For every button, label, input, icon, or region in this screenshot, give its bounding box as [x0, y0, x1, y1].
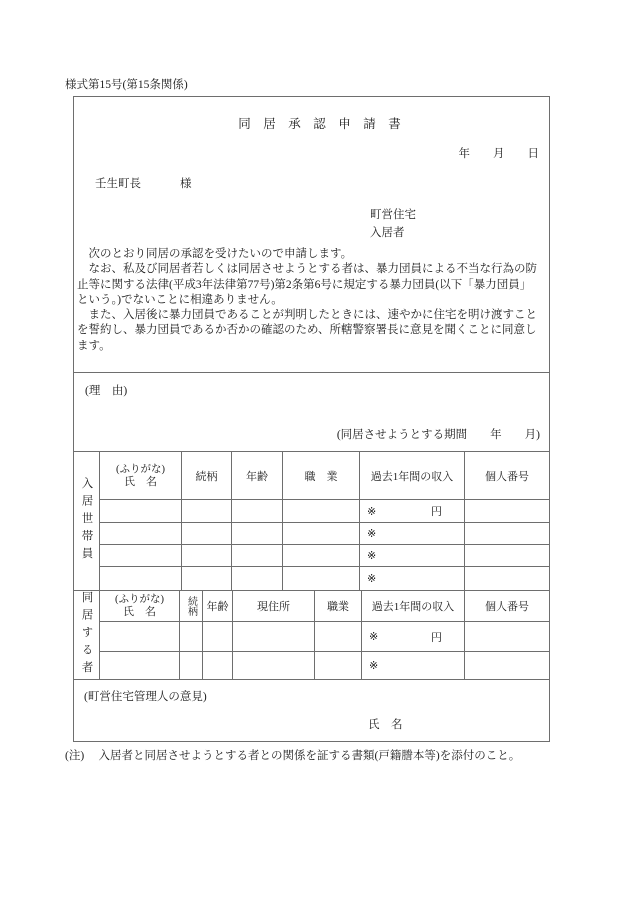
relation-cell [180, 652, 203, 679]
occupation-cell [315, 622, 362, 652]
name-cell [100, 523, 182, 545]
date-line: 年 月 日 [458, 148, 539, 160]
age-cell [232, 500, 283, 523]
income-unit: 円 [431, 506, 442, 518]
relation-cell [182, 523, 232, 545]
relation-header: 続柄 [182, 452, 232, 500]
name-cell [100, 622, 180, 652]
age-cell [203, 652, 233, 679]
body-line: ます。 [77, 339, 111, 352]
income-cell [360, 545, 465, 567]
personal-number-header: 個人番号 [465, 591, 549, 622]
household-members-table [74, 451, 549, 590]
address-cell [233, 652, 315, 679]
age-header: 年齢 [232, 452, 283, 500]
cohabitant-side-label: 同居する者 [74, 591, 100, 679]
income-cell [362, 622, 465, 652]
body-line: 止等に関する法律(平成3年法律第77号)第2条第6号に規定する暴力団員(以下「暴力団員」 [77, 278, 532, 291]
relation-header: 続柄 [180, 591, 203, 622]
income-unit: 円 [431, 631, 442, 644]
age-cell [203, 622, 233, 652]
body-line: 次のとおり同居の承認を受けたいので申請します。 [77, 248, 353, 260]
reason-label: (理 由) [85, 385, 128, 397]
cohabitation-period-label: (同居させようとする期間 年 月) [336, 429, 540, 441]
income-mark: ※ [369, 631, 379, 643]
furigana-name-header: (ふりがな) 氏 名 [100, 591, 180, 622]
address-header: 現住所 [233, 591, 315, 622]
furigana-name-header: (ふりがな) 氏 名 [100, 452, 182, 500]
occupation-header: 職業 [315, 591, 362, 622]
income-mark: ※ [367, 550, 377, 562]
personal-number-cell [465, 500, 549, 523]
age-cell [232, 523, 283, 545]
occupation-cell [283, 567, 360, 590]
relation-cell [182, 500, 232, 523]
relation-cell [182, 545, 232, 567]
manager-opinion-label: (町営住宅管理人の意見) [84, 691, 207, 703]
occupation-cell [283, 545, 360, 567]
name-cell [100, 545, 182, 567]
body-line: を誓約し、暴力団員であるか否かの確認のため、所轄警察署長に意見を聞くことに同意し [77, 324, 537, 337]
application-body [77, 247, 547, 354]
income-cell [360, 567, 465, 590]
household-side-label: 入居世帯員 [74, 452, 100, 590]
applicant-resident-label: 入居者 [370, 227, 405, 239]
income-mark: ※ [367, 528, 377, 540]
income-cell [360, 500, 465, 523]
body-line: また、入居後に暴力団員であることが判明したときには、速やかに住宅を明け渡すこと [77, 309, 537, 322]
form-title: 同 居 承 認 申 請 書 [238, 117, 401, 131]
name-cell [100, 500, 182, 523]
personal-number-cell [465, 523, 549, 545]
relation-cell [182, 567, 232, 590]
body-line: という。)でないことに相違ありません。 [77, 293, 283, 306]
reason-section [74, 372, 549, 451]
income-cell [362, 652, 465, 679]
income-mark: ※ [367, 505, 377, 518]
manager-name-label: 氏 名 [368, 719, 403, 731]
personal-number-cell [465, 622, 549, 652]
income-mark: ※ [367, 573, 377, 585]
addressee-honorific: 様 [180, 178, 192, 190]
application-form-box [73, 96, 550, 742]
occupation-cell [283, 523, 360, 545]
addressee-line [95, 175, 192, 191]
occupation-cell [315, 652, 362, 679]
income-header: 過去1年間の収入 [360, 452, 465, 500]
form-number-label: 様式第15号(第15条関係) [65, 79, 188, 91]
personal-number-cell [465, 652, 549, 679]
income-cell [360, 523, 465, 545]
addressee-name: 壬生町長 [95, 178, 141, 190]
personal-number-cell [465, 567, 549, 590]
attachment-note: (注) 入居者と同居させようとする者との関係を証する書類(戸籍謄本等)を添付のこと。 [65, 750, 521, 762]
relation-cell [180, 622, 203, 652]
age-header: 年齢 [203, 591, 233, 622]
applicant-block [370, 206, 416, 242]
manager-opinion-section [74, 679, 549, 741]
body-line: なお、私及び同居者若しくは同居させようとする者は、暴力団員による不当な行為の防 [77, 263, 537, 276]
occupation-header: 職 業 [283, 452, 360, 500]
age-cell [232, 567, 283, 590]
personal-number-header: 個人番号 [465, 452, 549, 500]
applicant-housing-label: 町営住宅 [370, 209, 416, 221]
age-cell [232, 545, 283, 567]
cohabitant-table [74, 590, 549, 679]
name-cell [100, 652, 180, 679]
address-cell [233, 622, 315, 652]
occupation-cell [283, 500, 360, 523]
income-mark: ※ [369, 660, 379, 672]
income-header: 過去1年間の収入 [362, 591, 465, 622]
name-cell [100, 567, 182, 590]
personal-number-cell [465, 545, 549, 567]
